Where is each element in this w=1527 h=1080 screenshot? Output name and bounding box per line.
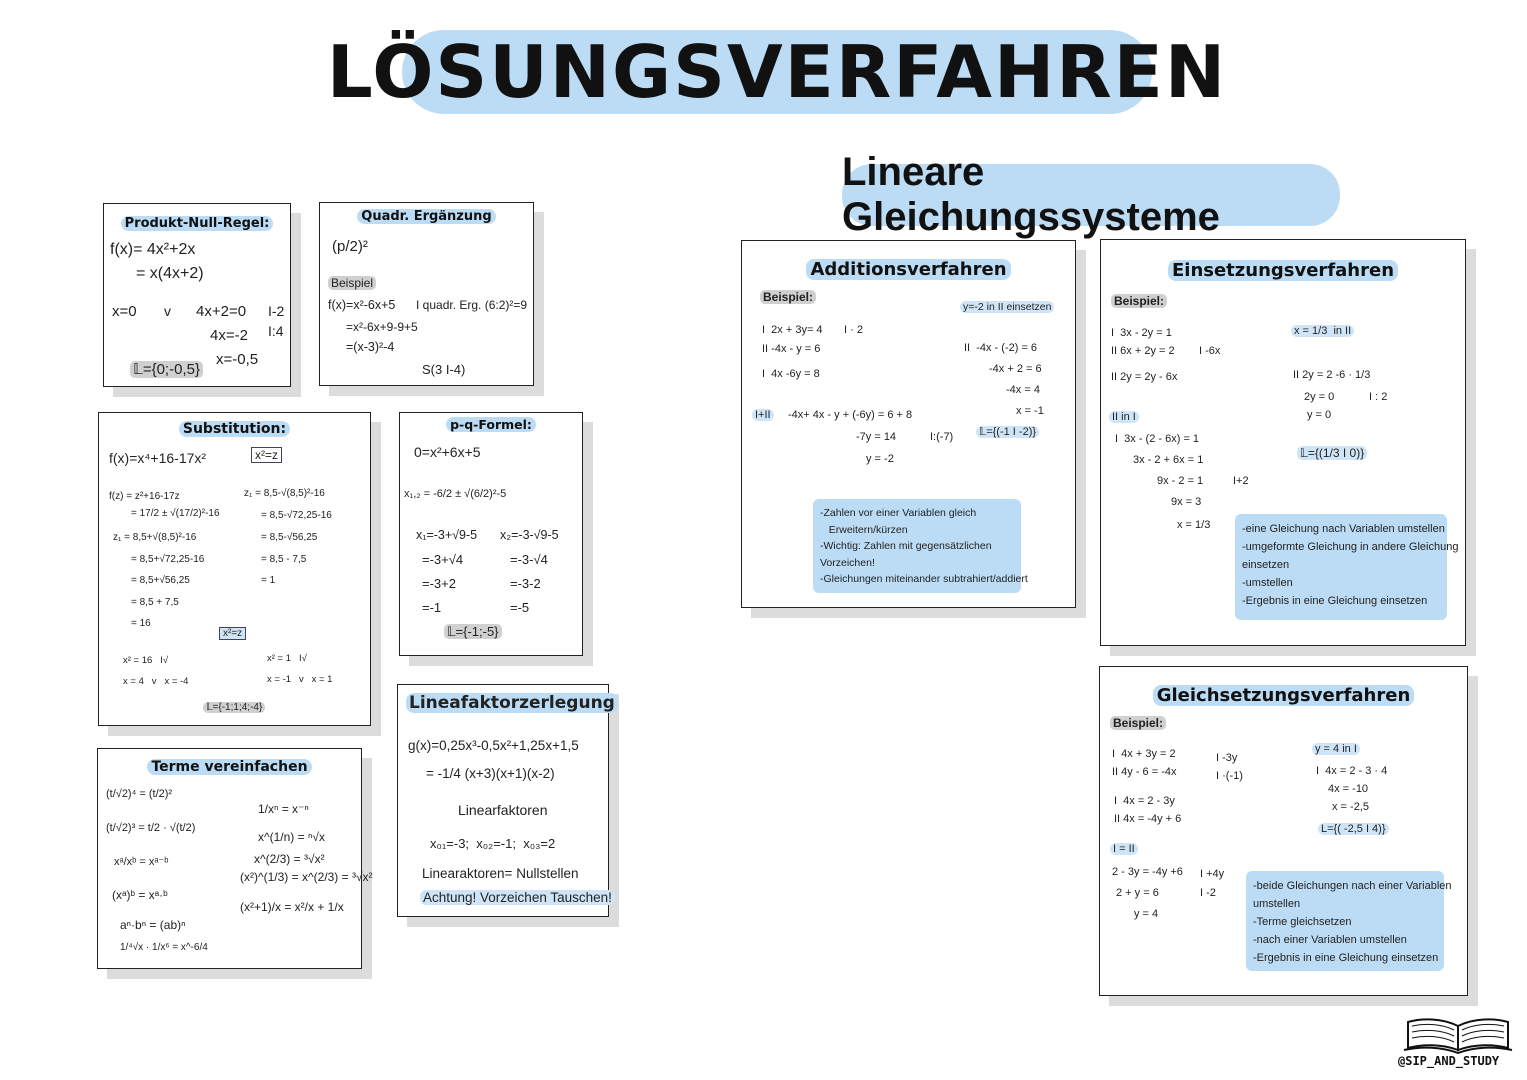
note-line: -nach einer Variablen umstellen	[1253, 934, 1407, 946]
formula-line: v	[164, 303, 171, 319]
formula-line: aⁿ·bⁿ = (ab)ⁿ	[120, 918, 186, 932]
beispiel-label: Beispiel	[328, 276, 376, 290]
equation-line: y = -2	[866, 453, 894, 465]
solution-set: L={( -2,5 I 4)}	[1318, 823, 1389, 835]
card-produkt-null-regel	[103, 203, 291, 387]
equation-line: -4x = 4	[1006, 384, 1040, 396]
card-title: Einsetzungsverfahren	[1168, 260, 1398, 281]
card-additionsverfahren	[741, 240, 1076, 608]
equation-line: I+2	[1233, 475, 1249, 487]
equation-line: I ·(-1)	[1216, 770, 1243, 782]
step-label: x = 1/3 in II	[1291, 325, 1354, 337]
beispiel-label: Beispiel:	[1110, 716, 1166, 730]
note-line: -Ergebnis in eine Gleichung einsetzen	[1242, 595, 1428, 607]
note-line: Erweitern/kürzen	[820, 523, 908, 536]
card-gleichsetzungsverfahren	[1099, 666, 1468, 996]
formula-line: 4x+2=0	[196, 303, 247, 320]
note-line: -Zahlen vor einer Variablen gleich	[820, 507, 977, 519]
equation-line: I 4x + 3y = 2	[1112, 748, 1176, 760]
equation-line: I 2x + 3y= 4	[762, 324, 823, 336]
formula-line: =x²-6x+9-9+5	[346, 320, 418, 334]
formula-line: x₁=-3+√9-5	[416, 528, 478, 542]
formula-line: = 16	[131, 618, 151, 629]
card-title: Quadr. Ergänzung	[357, 209, 495, 224]
formula-line: x₀₁=-3; x₀₂=-1; x₀₃=2	[430, 836, 556, 851]
formula-line: =-3+2	[422, 576, 456, 591]
formula-line: = 8,5+√72,25-16	[131, 554, 205, 565]
equation-line: I · 2	[844, 324, 863, 336]
equation-line: I -6x	[1199, 345, 1221, 357]
equation-line: 2 - 3y = -4y +6	[1112, 866, 1183, 878]
equation-line: I 4x = 2 - 3 · 4	[1316, 765, 1388, 777]
card-terme-vereinfachen	[97, 748, 373, 969]
step-label: II in I	[1109, 411, 1139, 423]
formula-line: (p/2)²	[332, 238, 368, 255]
step-label: y = 4 in I	[1312, 743, 1360, 755]
formula-line: x^(1/n) = ⁿ√x	[258, 830, 325, 844]
equation-line: 9x = 3	[1171, 496, 1202, 508]
step-label: I+II	[752, 409, 774, 421]
formula-line: (t/√2)⁴ = (t/2)²	[106, 788, 173, 800]
formula-line: (x²)^(1/3) = x^(2/3) = ³√x²	[240, 870, 373, 884]
info-note	[1246, 871, 1452, 971]
solution-set: 𝕃={-1;1;4;-4}	[203, 702, 265, 713]
step-label: y=-2 in II einsetzen	[960, 301, 1054, 313]
equation-line: x = -1	[1016, 405, 1044, 417]
formula-line: x = -1 v x = 1	[267, 674, 333, 685]
formula-line: g(x)=0,25x³-0,5x²+1,25x+1,5	[408, 738, 579, 753]
equation-line: I +4y	[1200, 868, 1225, 880]
formula-line: 0=x²+6x+5	[414, 444, 481, 460]
note-line: -Wichtig: Zahlen mit gegensätzlichen	[820, 540, 992, 552]
page-title: LÖSUNGSVERFAHREN	[326, 30, 1228, 114]
solution-set: 𝕃={(-1 I -2)}	[976, 426, 1039, 438]
section-title: Lineare Gleichungssysteme	[842, 164, 1340, 226]
equation-line: I : 2	[1369, 391, 1388, 403]
note-line: -beide Gleichungen nach einer Variablen	[1253, 880, 1452, 892]
equation-line: II 2y = 2 -6 · 1/3	[1293, 369, 1371, 381]
formula-line: 1/xⁿ = x⁻ⁿ	[258, 802, 309, 816]
equation-line: -7y = 14	[856, 431, 897, 443]
equation-line: 4x = -10	[1328, 783, 1369, 795]
formula-line: =-3-2	[510, 576, 541, 591]
equation-line: y = 4	[1134, 908, 1159, 920]
card-substitution	[98, 412, 371, 726]
formula-line: f(x)= 4x²+2x	[110, 241, 196, 258]
formula-line: = x(4x+2)	[136, 265, 204, 282]
note-line: -eine Gleichung nach Variablen umstellen	[1242, 523, 1445, 535]
book-icon	[1402, 1016, 1514, 1054]
formula-line: z₁ = 8,5+√(8,5)²-16	[113, 532, 197, 543]
equation-line: II 6x + 2y = 2	[1111, 345, 1175, 357]
card-einsetzungsverfahren	[1100, 239, 1466, 646]
equation-line: 2y = 0	[1304, 391, 1335, 403]
formula-line: f(z) = z²+16-17z	[109, 491, 180, 502]
card-title: Produkt-Null-Regel:	[121, 216, 274, 231]
card-title: p-q-Formel:	[446, 417, 536, 432]
solution-set: 𝕃={0;-0,5}	[130, 361, 203, 378]
card-quadratische-ergaenzung	[319, 202, 534, 386]
card-title: Gleichsetzungsverfahren	[1153, 685, 1415, 706]
formula-line: = 8,5 - 7,5	[261, 554, 307, 565]
note-line: -umgeformte Gleichung in andere Gleichung	[1242, 541, 1459, 553]
formula-line: = 8,5+√56,25	[131, 575, 190, 586]
card-linearfaktorzerlegung	[397, 684, 615, 917]
equation-line: y = 0	[1307, 409, 1332, 421]
note-line: -Terme gleichsetzen	[1253, 916, 1352, 928]
note-line: umstellen	[1253, 898, 1301, 910]
formula-line: x₁,₂ = -6/2 ± √(6/2)²-5	[404, 488, 507, 500]
formula-line: (x²+1)/x = x²/x + 1/x	[240, 900, 344, 914]
formula-line: x^(2/3) = ³√x²	[254, 852, 325, 866]
warning-text: Achtung! Vorzeichen Tauschen!	[420, 890, 615, 905]
formula-line: x₂=-3-√9-5	[500, 528, 559, 542]
formula-line: =-3+√4	[422, 552, 464, 567]
author-handle: @SIP_AND_STUDY	[1398, 1054, 1500, 1068]
equation-line: II -4x - (-2) = 6	[964, 342, 1038, 354]
info-note	[1235, 514, 1459, 620]
substitution-box: x²=z	[219, 627, 246, 640]
formula-line: (t/√2)³ = t/2 · √(t/2)	[106, 822, 196, 834]
solution-set: 𝕃={(1/3 I 0)}	[1297, 446, 1367, 460]
formula-line: x=-0,5	[216, 351, 259, 368]
formula-line: I-2	[268, 303, 285, 319]
formula-line: f(x)=x⁴+16-17x²	[109, 450, 207, 466]
beispiel-label: Beispiel:	[1111, 294, 1167, 308]
formula-line: f(x)=x²-6x+5	[328, 298, 396, 312]
substitution-box: x²=z	[251, 447, 282, 463]
equation-line: 9x - 2 = 1	[1157, 475, 1204, 487]
equation-line: I 4x = 2 - 3y	[1114, 795, 1175, 807]
formula-line: 4x=-2	[210, 327, 248, 344]
equation-line: II 2y = 2y - 6x	[1111, 371, 1178, 383]
card-pq-formel	[399, 412, 583, 656]
vertex-result: S(3 I-4)	[422, 362, 466, 377]
formula-line: I:4	[268, 323, 284, 339]
equation-line: 3x - 2 + 6x = 1	[1133, 454, 1204, 466]
equation-line: I 3x - 2y = 1	[1111, 327, 1172, 339]
equation-line: I 3x - (2 - 6x) = 1	[1115, 433, 1200, 445]
note-line: Vorzeichen!	[820, 556, 875, 569]
formula-line: Linearfaktoren	[458, 802, 548, 818]
formula-line: x² = 1 I√	[267, 653, 307, 664]
equation-line: II 4x = -4y + 6	[1114, 813, 1182, 825]
formula-line: x = 4 v x = -4	[123, 676, 189, 687]
equation-line: x = 1/3	[1177, 519, 1211, 531]
formula-line: =(x-3)²-4	[346, 340, 395, 354]
card-title: Additionsverfahren	[806, 259, 1010, 280]
card-title: Substitution:	[179, 421, 290, 437]
formula-line: 1/⁴√x · 1/x⁶ = x^-6/4	[120, 942, 208, 953]
formula-line: I quadr. Erg. (6:2)²=9	[416, 298, 528, 312]
formula-line: = 8,5-√56,25	[261, 532, 318, 543]
equation-line: II -4x - y = 6	[762, 343, 821, 355]
formula-line: =-1	[422, 600, 442, 615]
card-title: Terme vereinfachen	[147, 759, 311, 775]
equation-line: -4x + 2 = 6	[989, 363, 1042, 375]
formula-line: =-3-√4	[510, 552, 548, 567]
equation-line: I -3y	[1216, 752, 1238, 764]
beispiel-label: Beispiel:	[760, 290, 816, 304]
equation-line: II 4y - 6 = -4x	[1112, 766, 1177, 778]
formula-line: x² = 16 I√	[123, 655, 169, 666]
formula-line: = -1/4 (x+3)(x+1)(x-2)	[426, 766, 555, 781]
formula-line: = 1	[261, 575, 276, 586]
equation-line: x = -2,5	[1332, 801, 1369, 813]
formula-line: z₁ = 8,5-√(8,5)²-16	[244, 488, 325, 499]
card-title: Lineafaktorzerlegung	[406, 693, 618, 713]
formula-line: = 17/2 ± √(17/2)²-16	[131, 508, 220, 519]
note-line: -umstellen	[1242, 577, 1293, 589]
solution-set: 𝕃={-1;-5}	[444, 624, 502, 639]
equation-line: I:(-7)	[930, 431, 954, 443]
equation-line: I -2	[1200, 887, 1216, 899]
formula-line: xᵃ/xᵇ = xᵃ⁻ᵇ	[114, 856, 169, 868]
note-line: einsetzen	[1242, 559, 1290, 571]
equation-line: -4x+ 4x - y + (-6y) = 6 + 8	[788, 409, 913, 421]
equation-line: 2 + y = 6	[1116, 887, 1159, 899]
equation-line: I 4x -6y = 8	[762, 368, 820, 380]
step-label: I = II	[1110, 843, 1138, 855]
note-line: -Ergebnis in eine Gleichung einsetzen	[1253, 952, 1439, 964]
formula-line: =-5	[510, 600, 530, 615]
formula-line: = 8,5 + 7,5	[131, 597, 179, 608]
formula-line: Linearaktoren= Nullstellen	[422, 866, 579, 881]
info-note	[813, 499, 1028, 593]
formula-line: (xᵃ)ᵇ = xᵃ·ᵇ	[112, 888, 168, 902]
note-line: -Gleichungen miteinander subtrahiert/addiert	[820, 573, 1028, 585]
formula-line: x=0	[112, 303, 137, 320]
formula-line: = 8,5-√72,25-16	[261, 510, 332, 521]
